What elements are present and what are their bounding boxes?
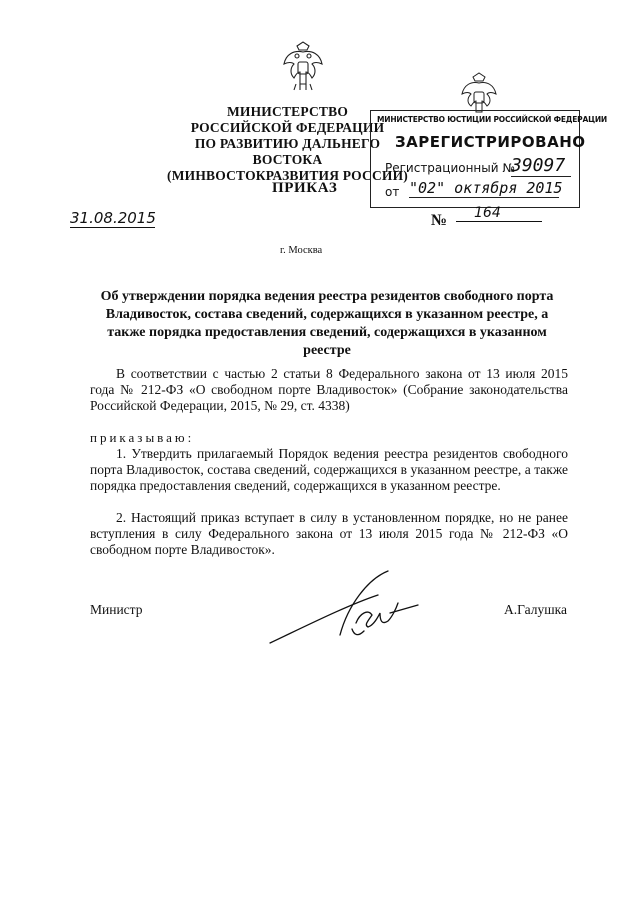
signer-name: А.Галушка: [504, 602, 567, 617]
registration-stamp: [370, 110, 607, 208]
coat-of-arms-emblem: [280, 40, 326, 92]
stamp-status: ЗАРЕГИСТРИРОВАНО: [395, 133, 586, 151]
city: г. Москва: [280, 245, 323, 256]
ministry-line-3: ПО РАЗВИТИЮ ДАЛЬНЕГО ВОСТОКА: [194, 136, 381, 167]
signature: [268, 565, 428, 655]
order-number: 164: [456, 205, 542, 222]
document-type: ПРИКАЗ: [272, 180, 338, 196]
stamp-date: "02" октября 2015: [409, 179, 563, 197]
intro-paragraph: В соответствии с частью 2 статьи 8 Федерального закона от 13 июля 2015 года № 212-ФЗ «О свободном порте Владивосток» (Собрание законодательства Российской Федерации, 2015, № 29, ст. 4338): [90, 366, 568, 413]
document-title: Об утверждении порядка ведения реестра резидентов свободного порта Владивосток, состава сведений, содержащихся в указанном реестре, а также порядка предоставления сведений, содержащихся в указанном реестре: [100, 289, 554, 358]
stamp-reg-number: 39097: [511, 155, 571, 177]
stamp-ministry: МИНИСТЕРСТВО ЮСТИЦИИ РОССИЙСКОЙ ФЕДЕРАЦИИ: [377, 115, 607, 124]
number-label: №: [431, 212, 448, 229]
item-2: 2. Настоящий приказ вступает в силу в установленном порядке, но не ранее вступления в силу Федерального закона от 13 июля 2015 года № 212-ФЗ «О свободном порте Владивосток».: [90, 510, 568, 557]
ministry-line-1: МИНИСТЕРСТВО: [226, 104, 349, 119]
ministry-line-2: РОССИЙСКОЙ ФЕДЕРАЦИИ: [190, 120, 385, 135]
minister-title: Министр: [90, 602, 143, 617]
stamp-reg-label: Регистрационный №: [385, 161, 515, 175]
stamp-date-label: от: [385, 185, 400, 199]
ministry-line-4: (МИНВОСТОКРАЗВИТИЯ РОССИИ): [167, 168, 408, 183]
order-word: приказываю:: [90, 430, 195, 445]
item-1: 1. Утвердить прилагаемый Порядок ведения реестра резидентов свободного порта Владивосток, состава сведений, содержащихся в указанном реестре, а также порядка предоставления сведений, содержащихся в указанном реестре.: [90, 446, 568, 493]
order-date: 31.08.2015: [70, 209, 156, 227]
